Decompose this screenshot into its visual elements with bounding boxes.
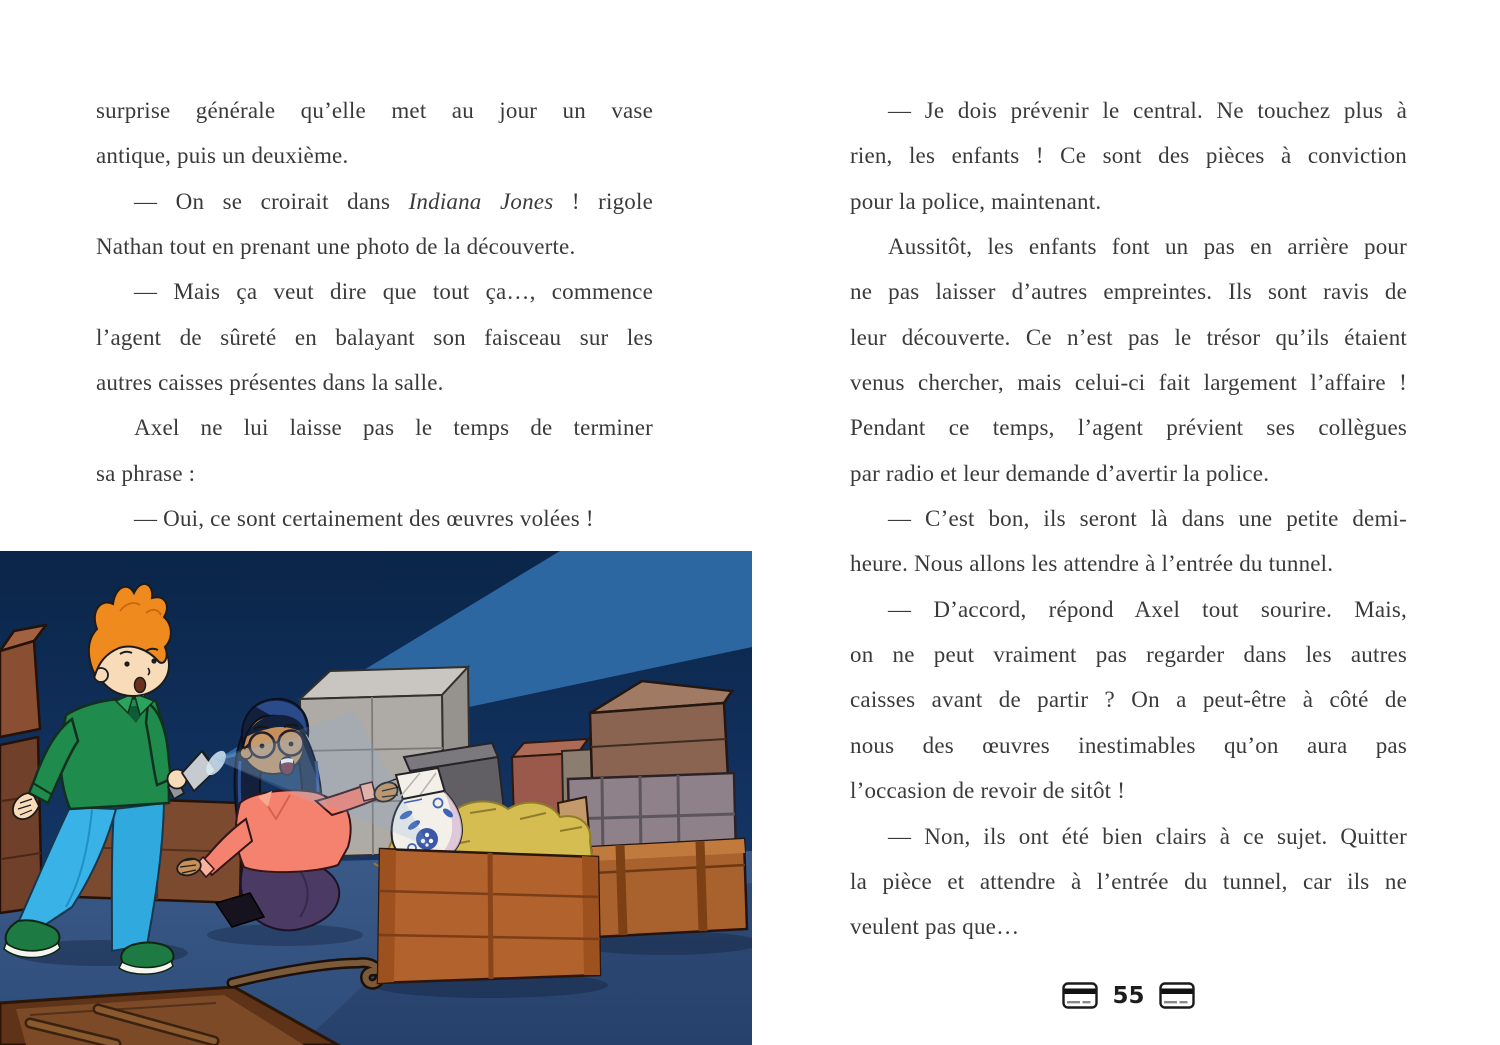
text-line: Axel ne lui laisse pas le temps de terminer: [134, 415, 653, 441]
text-line: ne pas laisser d’autres empreintes. Ils sont ravis de: [850, 279, 1407, 305]
text-line: — Mais ça veut dire que tout ça…, commence: [134, 279, 653, 305]
text-line: — Oui, ce sont certainement des œuvres volées !: [134, 506, 594, 532]
text-line: rien, les enfants ! Ce sont des pièces à conviction: [850, 143, 1407, 169]
text-line: l’occasion de revoir de sitôt !: [850, 778, 1126, 804]
text-line: Aussitôt, les enfants font un pas en arrière pour: [888, 234, 1407, 260]
text-line: Pendant ce temps, l’agent prévient ses collègues: [850, 415, 1407, 441]
text-line: venus chercher, mais celui-ci fait largement l’affaire !: [850, 370, 1407, 396]
page-number: 55: [1112, 982, 1145, 1009]
text-line: la pièce et attendre à l’entrée du tunnel, car ils ne: [850, 868, 1407, 894]
right-page-text: [850, 88, 1407, 950]
left-page-text: [96, 88, 653, 541]
page-footer: [850, 982, 1407, 1009]
credit-card-icon: [1062, 982, 1098, 1009]
text-line: — Je dois prévenir le central. Ne touchez plus à: [888, 98, 1407, 123]
text-line: — C’est bon, ils seront là dans une petite demi-: [888, 506, 1407, 532]
text-line: nous des œuvres inestimables qu’on aura pas: [850, 732, 1407, 758]
text-line: — D’accord, répond Axel tout sourire. Mais,: [888, 596, 1407, 622]
text-line: sa phrase :: [96, 460, 196, 486]
text-line: Nathan tout en prenant une photo de la découverte.: [96, 234, 576, 260]
text-line: antique, puis un deuxième.: [96, 143, 349, 169]
text-line: — Non, ils ont été bien clairs à ce sujet. Quitter: [888, 823, 1407, 849]
text-line: l’agent de sûreté en balayant son faisceau sur les: [96, 324, 653, 350]
illustration-canvas: [0, 551, 752, 1045]
text-line: autres caisses présentes dans la salle.: [96, 370, 444, 396]
credit-card-icon: [1159, 982, 1195, 1009]
text-line: on ne peut vraiment pas regarder dans les autres: [850, 642, 1407, 668]
text-line: leur découverte. Ce n’est pas le trésor qu’ils étaient: [850, 324, 1407, 350]
text-line: par radio et leur demande d’avertir la police.: [850, 460, 1270, 486]
text-line: pour la police, maintenant.: [850, 188, 1102, 214]
text-line: surprise générale qu’elle met au jour un vase: [96, 98, 653, 123]
text-line: heure. Nous allons les attendre à l’entrée du tunnel.: [850, 551, 1334, 577]
text-line: veulent pas que…: [850, 914, 1020, 940]
text-line: caisses avant de partir ? On a peut-être à côté de: [850, 687, 1407, 713]
text-line: — On se croirait dans Indiana Jones ! rigole: [134, 188, 653, 214]
story-illustration: [0, 551, 752, 1045]
